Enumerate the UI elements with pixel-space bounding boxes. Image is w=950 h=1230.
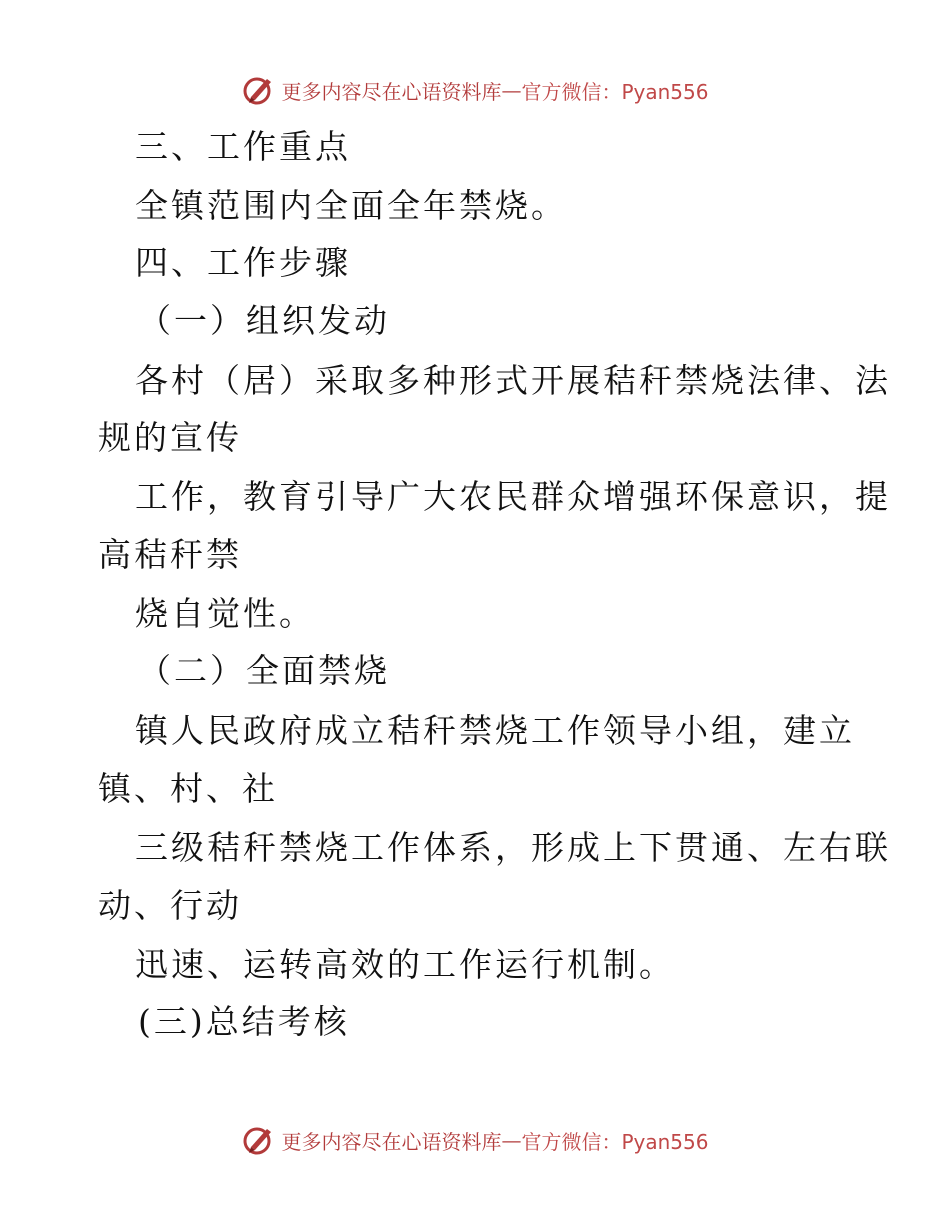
paragraph-line: 烧自觉性。 (135, 594, 315, 633)
paragraph-line: 迅速、运转高效的工作运行机制。 (135, 945, 675, 984)
banner-main-text: 更多内容尽在心语资料库 (281, 79, 502, 104)
subheading-ban: （二）全面禁烧 (138, 651, 390, 690)
paragraph-line: 动、行动 (98, 886, 242, 925)
paragraph-line: 全镇范围内全面全年禁烧。 (135, 186, 567, 225)
pen-logo-icon (241, 73, 275, 107)
subheading-mobilize: （一）组织发动 (138, 301, 390, 340)
paragraph-line: 镇人民政府成立秸秆禁烧工作领导小组，建立 (135, 711, 855, 750)
section-heading-focus: 三、工作重点 (135, 127, 351, 166)
banner-wechat-text: 官方微信：Pyan556 (521, 79, 709, 104)
paragraph-line: 工作，教育引导广大农民群众增强环保意识，提 (135, 477, 891, 516)
header-banner (0, 70, 950, 110)
banner-separator: — (501, 78, 522, 102)
banner-separator: — (501, 1128, 522, 1152)
banner-main-text: 更多内容尽在心语资料库 (281, 1129, 502, 1154)
paragraph-line: 高秸秆禁 (98, 535, 242, 574)
footer-banner (0, 1120, 950, 1160)
paragraph-line: 三级秸秆禁烧工作体系，形成上下贯通、左右联 (135, 828, 891, 867)
paragraph-line: 规的宣传 (98, 418, 242, 457)
paragraph-line: 镇、村、社 (98, 769, 278, 808)
banner-wechat-text: 官方微信：Pyan556 (521, 1129, 709, 1154)
paragraph-line: 各村（居）采取多种形式开展秸秆禁烧法律、法 (135, 361, 891, 400)
section-heading-steps: 四、工作步骤 (135, 243, 351, 282)
subheading-review: (三)总结考核 (138, 1002, 350, 1041)
pen-logo-icon (241, 1123, 275, 1157)
